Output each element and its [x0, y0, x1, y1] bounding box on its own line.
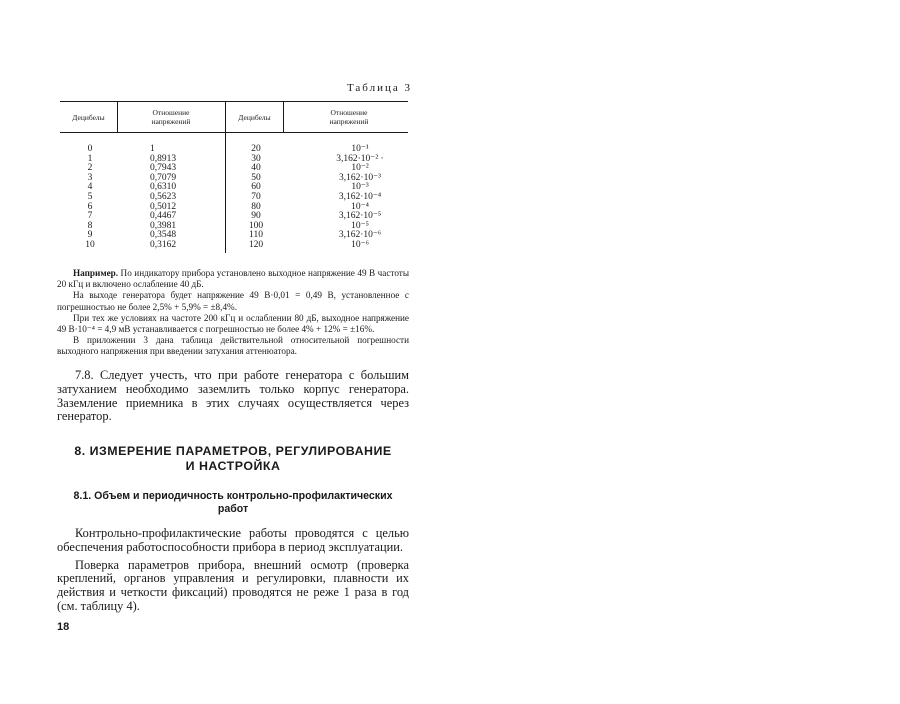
section-heading	[57, 444, 409, 474]
table-cell: 0,7079	[150, 172, 177, 183]
table-header-decibels: Децибелы	[72, 113, 105, 122]
table-header-voltage-ratio: Отношение напряжений	[329, 108, 369, 126]
table-cell: 60	[251, 182, 261, 193]
example-paragraph: На выходе генератора будет напряжение 49 В·0,01 = 0,49 В, установленное с погрешностью не более 2,5% + 5,9% = ±8,4%.	[57, 290, 409, 312]
table-column-divider	[225, 101, 226, 253]
example-paragraph	[57, 268, 409, 290]
table-cell: 10⁻⁵	[351, 220, 369, 231]
table-cell: 3	[87, 172, 93, 183]
table-cell: 10	[85, 239, 95, 250]
table-column-voltage-ratio	[150, 145, 200, 251]
table-cell: 80	[251, 201, 261, 212]
table-cell: 10⁻³	[351, 182, 369, 193]
table-cell: 3,162·10⁻⁶	[338, 230, 382, 241]
table-cell: 10⁻¹	[351, 144, 369, 154]
example-paragraph: В приложении 3 дана таблица действительной относительной погрешности выходного напряжения при введении затухания аттенюатора.	[57, 335, 409, 357]
table-cell: 3,162·10⁻² ·	[336, 153, 384, 164]
table-column-divider	[283, 101, 284, 132]
example-text: По индикатору прибора установлено выходное напряжение 49 В частоты 20 кГц и включено ослабление 40 дБ.	[57, 268, 409, 290]
table-cell: 0,3548	[150, 230, 177, 241]
table-cell: 4	[87, 182, 93, 193]
table-cell: 8	[87, 220, 93, 231]
subsection-heading-line: работ	[217, 503, 249, 515]
table-cell: 6	[87, 201, 93, 212]
table-cell: 0,5623	[150, 191, 177, 202]
table-cell: 7	[87, 211, 93, 222]
table-column-decibels	[230, 145, 282, 251]
table-cell: 10⁻⁴	[351, 201, 369, 212]
table-cell: 0,6310	[150, 182, 177, 193]
table-cell: 40	[251, 163, 261, 174]
table-cell: 1	[150, 144, 155, 154]
table-cell: 120	[248, 239, 264, 250]
table-cell: 30	[251, 153, 261, 164]
table-header-rule	[60, 132, 408, 133]
table-cell: 5	[87, 191, 93, 202]
table-cell: 100	[248, 220, 264, 231]
paragraph-text: 7.8. Следует учесть, что при работе генератора с большим затуханием необходимо заземлить только корпус генератора. Заземление приемника в этих случаях осуществляется через генератор.	[57, 368, 409, 424]
table-cell: 0,7943	[150, 163, 177, 174]
table-cell: 9	[87, 230, 93, 241]
table-cell: 70	[251, 191, 261, 202]
table-cell: 0	[87, 144, 93, 154]
subsection-heading-line: 8.1. Объем и периодичность контрольно-профилактических	[73, 490, 393, 502]
paragraph-text: Контрольно-профилактические работы проводятся с целью обеспечения работоспособности прибора в период эксплуатации.	[57, 526, 409, 554]
table-column-voltage-ratio	[320, 145, 400, 251]
table-cell: 3,162·10⁻³	[339, 172, 381, 183]
table-cell: 10⁻⁶	[351, 239, 369, 250]
table-cell: 3,162·10⁻⁴	[338, 191, 382, 202]
table-cell: 1	[87, 153, 93, 164]
table-cell: 3,162·10⁻⁵	[338, 211, 382, 222]
body-text	[57, 527, 409, 614]
table-header-voltage-ratio: Отношение напряжений	[151, 108, 191, 126]
subsection-heading	[57, 490, 409, 516]
table-column-divider	[117, 101, 118, 132]
paragraph-7-8	[57, 369, 409, 424]
table-cell: 90	[251, 211, 261, 222]
table-header-decibels: Децибелы	[238, 113, 271, 122]
example-lead: Например.	[73, 268, 119, 278]
table-cell: 10⁻²	[351, 163, 369, 174]
table-cell: 110	[249, 230, 263, 241]
table-cell: 0,3162	[150, 239, 177, 250]
page-number: 18	[57, 621, 70, 633]
table-cell: 0,4467	[150, 211, 177, 222]
table-cell: 0,3981	[150, 220, 177, 231]
table-cell: 0,5012	[150, 201, 177, 212]
example-paragraph: При тех же условиях на частоте 200 кГц и ослаблении 80 дБ, выходное напряжение 49 В·10⁻⁴ = 4,9 мВ устанавливается с погрешностью не более 4% + 12% = ±16%.	[57, 312, 409, 335]
table-cell: 2	[87, 163, 93, 174]
table-caption: Таблица 3	[346, 82, 412, 94]
table-cell: 50	[251, 172, 261, 183]
section-heading-line: И НАСТРОЙКА	[185, 459, 281, 473]
table-top-rule	[60, 101, 408, 102]
table-cell: 20	[251, 144, 261, 154]
paragraph-text: Поверка параметров прибора, внешний осмотр (проверка креплений, органов управления и регулировки, плавности их действия и четкости фиксаций) проводятся не реже 1 раза в год (см. таблицу 4).	[57, 557, 409, 613]
section-heading-line: 8. ИЗМЕРЕНИЕ ПАРАМЕТРОВ, РЕГУЛИРОВАНИЕ	[74, 444, 392, 458]
table-cell: 0,8913	[150, 153, 177, 164]
example-block	[57, 268, 409, 358]
table-column-decibels	[65, 145, 115, 251]
